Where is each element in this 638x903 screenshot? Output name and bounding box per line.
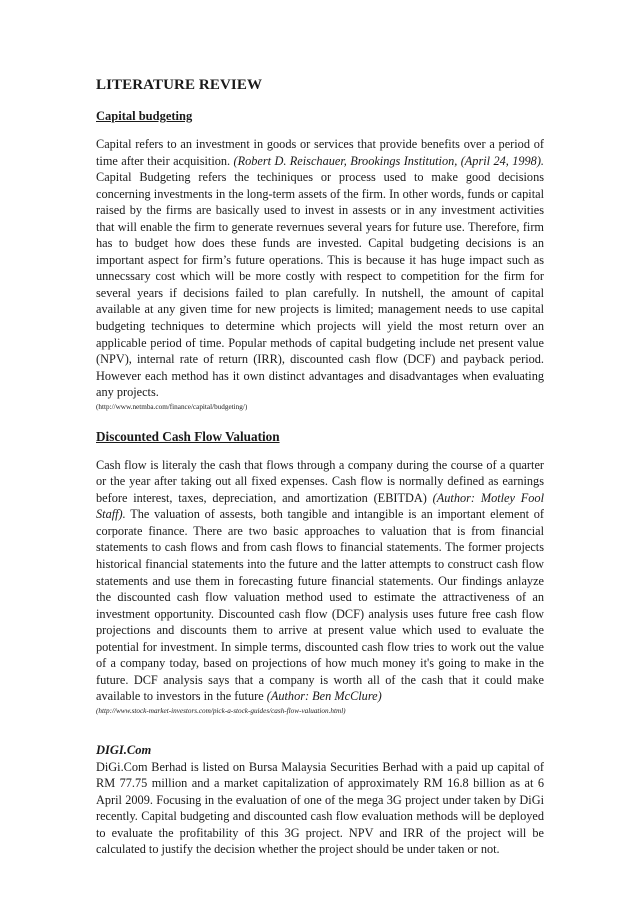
paragraph-capital-budgeting: [96, 136, 544, 401]
citation: (Author: Motley Fool Staff).: [96, 490, 544, 522]
paragraph-discounted-cash-flow: [96, 457, 544, 705]
paragraph-digi-com: DiGi.Com Berhad is listed on Bursa Malaysia Securities Berhad with a paid up capital of RM 77.75 million and a market capitalization of approximately RM 16.8 billion as at 6 April 2009. Focusing in the evaluation of one of the mega 3G project under taken by DiGi recently. Capital budgeting and discounted cash flow evaluation methods will be deployed to evaluate the profitability of this 3G project. NPV and IRR of the project will be calculated to justify the decision whether the project should be under taken or not.: [96, 759, 544, 857]
paragraph-text: Capital refers to an investment in goods or services that provide benefits over a period of time after their acquisition.: [96, 137, 544, 168]
paragraph-text: Capital Budgeting refers the techiniques or process used to make good decisions concerning investments in the long-term assets of the firm. In other words, funds or capital raised by the firms are basically used to invest in assests or in any investment activities that will enable the firm to generate revernues several years for future use. Therefore, firm has to budget how does these funds are invested. Capital budgeting decisions is an important aspect for firm’s future operations. This is because it has huge impact such as unnecssary cost which will be more costly with respect to competition for the firm for several years if decisions failed to plan carefully. In nutshell, the amount of capital available at any given time for new projects is limited; management needs to use capital budgeting techniques to determine which projects will yield the most return over an applicable period of time. Popular methods of capital budgeting include net present value (NPV), internal rate of return (IRR), discounted cash flow (DCF) and payback period. However each method has it own distinct advantages and disadvantages when evaluating any projects.: [96, 170, 544, 400]
heading-capital-budgeting: Capital budgeting: [96, 109, 193, 123]
heading-discounted-cash-flow: Discounted Cash Flow Valuation: [96, 428, 280, 444]
page-title: LITERATURE REVIEW: [96, 77, 263, 93]
paragraph-text: Cash flow is literaly the cash that flows through a company during the course of a quarter or the year after taking out all fixed expenses. Cash flow is normally defined as earnings before interest, taxes, depreciation, and amortization (EBITDA): [96, 457, 544, 505]
citation: (Author: Ben McClure): [266, 689, 382, 704]
section-spacer: [96, 412, 544, 428]
citation: (Robert D. Reischauer, Brookings Institution, (April 24, 1998).: [233, 153, 544, 168]
heading-digi-com: DIGI.Com: [96, 742, 152, 757]
source-link-netmba[interactable]: (http://www.netmba.com/finance/capital/budgeting/): [96, 402, 248, 411]
section-spacer: [96, 716, 544, 742]
source-link-stock-market-investors[interactable]: (http://www.stock-market-investors.com/pick-a-stock-guides/cash-flow-valuation.html): [96, 706, 346, 715]
paragraph-text: The valuation of assests, both tangible and intangible is an important element of corporate finance. There are two basic approaches to valuation that is from financial statements to cash flows and from cash flows to financial statements. The former projects historical financial statements into the future and the latter attempts to construct cash flow statements and use them in forecasting future financial statements. Our findings anlayze the discounted cash flow valuation method used to estimate the attractiveness of an investment opportunity. Discounted cash flow (DCF) analysis uses future free cash flow projections and discounts them to arrive at present value which used to evaluate the potential for investment. In simple terms, discounted cash flow tries to work out the value of a company today, based on projections of how much money it's going to make in the future. DCF analysis says that a company is worth all of the cash that it could make available to investors in the future: [96, 507, 544, 704]
document-page: [96, 76, 544, 858]
